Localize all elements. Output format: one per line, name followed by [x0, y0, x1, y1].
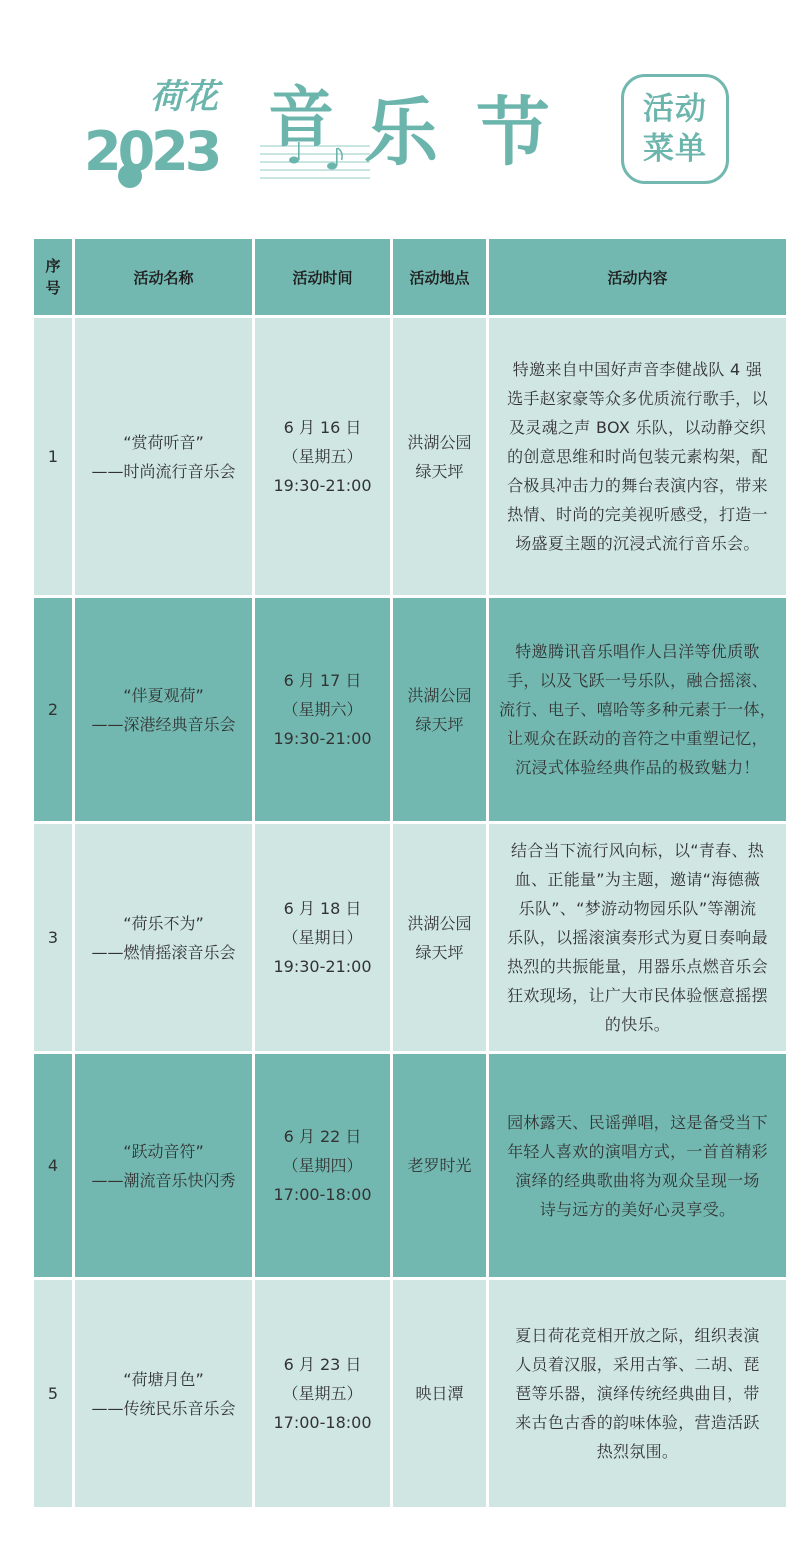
activity-name-line: ——潮流音乐快闪秀	[91, 1170, 236, 1190]
activity-time-line: 19:30-21:00	[273, 957, 372, 976]
activity-time	[254, 1279, 392, 1509]
activity-content-line: 热烈的共振能量，用器乐点燃音乐会	[507, 957, 768, 976]
activity-location-line: 老罗时光	[407, 1156, 472, 1175]
header-location: 活动地点	[392, 238, 488, 317]
activity-content-line: 手，以及飞跃一号乐队，融合摇滚、	[507, 671, 768, 690]
table-row	[33, 597, 788, 823]
row-number: 4	[33, 1053, 74, 1279]
activity-time-line: 6 月 22 日	[283, 1127, 362, 1146]
activity-time	[254, 823, 392, 1053]
activity-location-line: 洪湖公园	[407, 913, 472, 933]
header	[0, 0, 811, 230]
activity-content-line: 乐队，以摇滚演奏形式为夏日奏响最	[507, 928, 768, 947]
header-name: 活动名称	[74, 238, 254, 317]
header-content: 活动内容	[488, 238, 788, 317]
activity-table	[31, 236, 789, 1510]
header-no: 序 号	[33, 238, 74, 317]
activity-content	[488, 1279, 788, 1509]
activity-location-line: 洪湖公园	[407, 432, 472, 452]
activity-name-line: “赏荷听音”	[123, 432, 204, 452]
activity-content-line: 园林露天、民谣弹唱，这是备受当下	[507, 1112, 768, 1132]
activity-content-line: 演绎的经典歌曲将为观众呈现一场	[515, 1170, 760, 1190]
activity-content-line: 乐队”、“梦游动物园乐队”等潮流	[518, 899, 757, 918]
activity-content-line: 让观众在跃动的音符之中重塑记忆，	[507, 729, 768, 748]
logo-title-2: 乐	[364, 90, 438, 176]
logo-year: 2023	[84, 120, 219, 183]
activity-content	[488, 823, 788, 1053]
activity-name	[74, 823, 254, 1053]
badge-line-2: 菜单	[643, 131, 707, 167]
row-number: 3	[33, 823, 74, 1053]
activity-location	[392, 1279, 488, 1509]
activity-content-line: 琶等乐器，演绎传统经典曲目，带	[515, 1384, 760, 1403]
logo-title-1: 音	[268, 79, 334, 156]
activity-time-line: 6 月 16 日	[283, 418, 362, 437]
activity-name	[74, 597, 254, 823]
activity-time	[254, 317, 392, 597]
activity-content-line: 来古色古香的韵味体验，营造活跃	[515, 1413, 760, 1432]
activity-location-line: 绿天坪	[415, 942, 464, 962]
row-number: 5	[33, 1279, 74, 1509]
activity-content-line: 选手赵家豪等众多优质流行歌手，以	[507, 389, 768, 408]
activity-time-line: 19:30-21:00	[273, 476, 372, 495]
activity-content-line: 特邀腾讯音乐唱作人吕洋等优质歌	[515, 642, 760, 661]
activity-time-line: 17:00-18:00	[273, 1413, 372, 1432]
activity-content	[488, 1053, 788, 1279]
activity-name-line: ——燃情摇滚音乐会	[91, 942, 236, 962]
activity-name-line: “荷乐不为”	[123, 913, 204, 933]
activity-content	[488, 597, 788, 823]
activity-time-line: 6 月 18 日	[283, 899, 362, 918]
row-number: 2	[33, 597, 74, 823]
activity-content	[488, 317, 788, 597]
activity-content-line: 流行、电子、嘻哈等多种元素于一体，	[498, 700, 777, 719]
festival-logo	[80, 58, 600, 198]
table-row	[33, 317, 788, 597]
activity-name-line: “荷塘月色”	[123, 1369, 204, 1389]
activity-content-line: 的快乐。	[604, 1015, 671, 1034]
badge-line-1: 活动	[643, 91, 707, 127]
activity-name	[74, 317, 254, 597]
activity-location	[392, 317, 488, 597]
activity-time-line: （星期五）	[282, 1384, 363, 1403]
activity-time	[254, 597, 392, 823]
activity-content-line: 人员着汉服，采用古筝、二胡、琵	[515, 1355, 760, 1374]
activity-name	[74, 1279, 254, 1509]
activity-content-line: 诗与远方的美好心灵享受。	[539, 1199, 736, 1219]
activity-location	[392, 823, 488, 1053]
activity-time-line: （星期四）	[282, 1156, 363, 1175]
activity-time-line: （星期日）	[282, 928, 363, 947]
activity-time-line: 6 月 23 日	[283, 1355, 362, 1374]
logo-prefix: 荷花	[150, 77, 218, 117]
activity-time-line: 17:00-18:00	[273, 1185, 372, 1204]
activity-name-line: “跃动音符”	[123, 1141, 204, 1161]
activity-name	[74, 1053, 254, 1279]
activity-content-line: 夏日荷花竞相开放之际，组织表演	[515, 1326, 760, 1345]
header-time: 活动时间	[254, 238, 392, 317]
activity-content-line: 热烈氛围。	[596, 1442, 679, 1461]
activity-time-line: 6 月 17 日	[283, 671, 362, 690]
activity-content-line: 年轻人喜欢的演唱方式，一首首精彩	[507, 1141, 768, 1161]
table-row	[33, 1279, 788, 1509]
activity-time-line: 19:30-21:00	[273, 729, 372, 748]
activity-content-line: 特邀来自中国好声音李健战队 4 强	[512, 360, 763, 379]
activity-time-line: （星期六）	[282, 700, 363, 719]
activity-location	[392, 597, 488, 823]
activity-content-line: 结合当下流行风向标，以“青春、热	[510, 841, 765, 860]
activity-name-line: ——时尚流行音乐会	[91, 461, 236, 481]
logo-title-3: 节	[476, 90, 550, 176]
activity-content-line: 及灵魂之声 BOX 乐队，以动静交织	[509, 418, 766, 437]
activity-content-line: 合极具冲击力的舞台表演内容，带来	[507, 476, 768, 495]
activity-location-line: 洪湖公园	[407, 685, 472, 705]
table-row	[33, 823, 788, 1053]
activity-name-line: “伴夏观荷”	[123, 685, 204, 705]
activity-time	[254, 1053, 392, 1279]
activity-name-line: ——深港经典音乐会	[91, 714, 236, 734]
activity-content-line: 场盛夏主题的沉浸式流行音乐会。	[515, 534, 760, 553]
activity-location	[392, 1053, 488, 1279]
activity-location-line: 映日潭	[415, 1384, 464, 1403]
menu-badge	[621, 74, 729, 184]
activity-content-line: 的创意思维和时尚包装元素构架，配	[507, 447, 768, 466]
activity-location-line: 绿天坪	[415, 714, 464, 734]
activity-name-line: ——传统民乐音乐会	[91, 1398, 236, 1418]
row-number: 1	[33, 317, 74, 597]
activity-content-line: 沉浸式体验经典作品的极致魅力！	[515, 758, 760, 777]
table-header-row	[33, 238, 788, 317]
activity-content-line: 血、正能量”为主题，邀请“海德薇	[514, 870, 761, 889]
activity-content-line: 热情、时尚的完美视听感受，打造一	[507, 505, 768, 524]
activity-location-line: 绿天坪	[415, 461, 464, 481]
table-row	[33, 1053, 788, 1279]
activity-content-line: 狂欢现场，让广大市民体验惬意摇摆	[507, 986, 768, 1005]
activity-time-line: （星期五）	[282, 447, 363, 466]
